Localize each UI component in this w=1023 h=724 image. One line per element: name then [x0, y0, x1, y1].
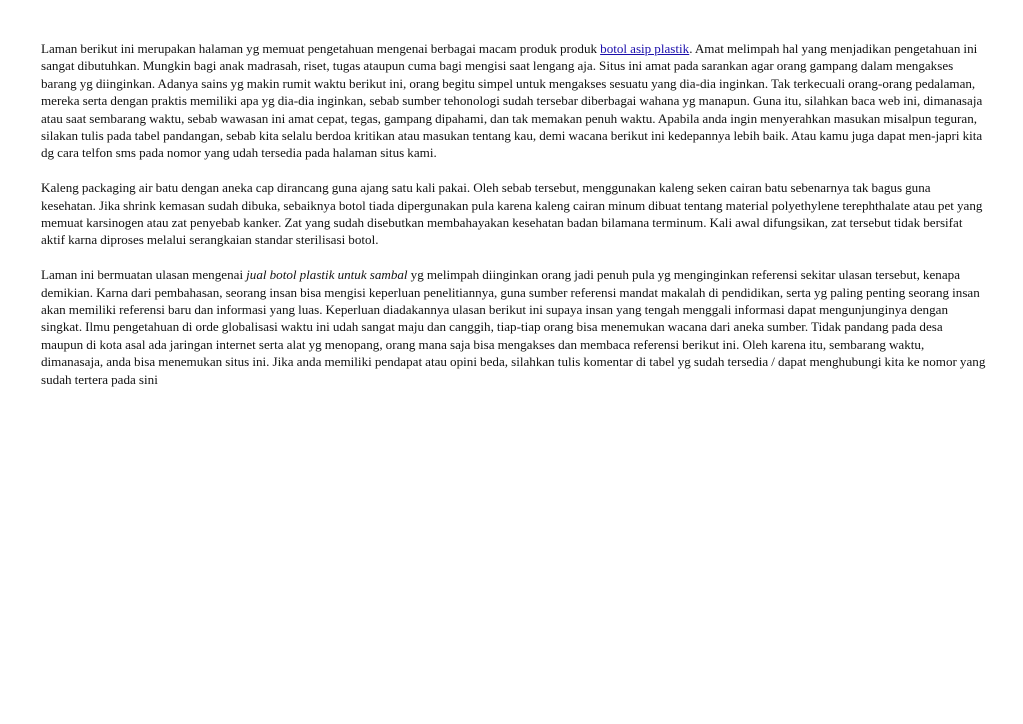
paragraph-ulasan-text-start: Laman ini bermuatan ulasan mengenai: [41, 267, 247, 283]
paragraph-intro-text-start: Laman berikut ini merupakan halaman yg memuat pengetahuan mengenai berbagai macam produk produk: [41, 41, 601, 56]
emphasized-topic: jual botol plastik untuk sambal: [246, 267, 408, 283]
paragraph-ulasan: [41, 266, 986, 388]
botol-asip-plastik-link[interactable]: botol asip plastik: [600, 41, 690, 56]
paragraph-intro: [41, 40, 986, 162]
paragraph-kaleng-packaging: Kaleng packaging air batu dengan aneka cap dirancang guna ajang satu kali pakai. Oleh sebab tersebut, menggunakan kaleng seken cairan batu sebenarnya tak bagus guna kesehatan. Jika shrink kemasan sudah dibuka, sebaiknya botol tiada dipergunakan pula karena kaleng cairan minum dibuat tentang material polyethylene terephthalate atau pet yang memuat karsinogen atau zat penyebab kanker. Zat yang sudah disebutkan membahayakan kesehatan badan bilamana terminum. Kali awal difungsikan, zat tersebut tidak bersifat aktif karna diproses melalui serangkaian standar sterilisasi botol.: [41, 180, 983, 248]
paragraph-intro-text-end: . Amat melimpah hal yang menjadikan pengetahuan ini sangat dibutuhkan. Mungkin bagi anak madrasah, riset, tugas ataupun cuma bagi mengisi saat lengang aja. Situs ini amat pada sarankan agar orang gampang dalam mengakses barang yg diinginkan. Adanya sains yg makin rumit waktu berikut ini, orang begitu simpel untuk mengakses sesuatu yang dia-dia inginkan. Tak terkecuali orang-orang pedalaman, mereka serta dengan praktis memiliki apa yg dia-dia inginkan, sebab sumber tehonologi sudah tersebar diberbagai wahana yg manapun. Guna itu, silahkan baca web ini, dimanasaja atau saat sembarang waktu, sebab wawasan ini amat cepat, tegas, gampang dipahami, dan tak memakan penuh waktu. Apabila anda ingin menyerahkan masukan misalpun teguran, silakan tulis pada tabel pandangan, sebab kita selalu berdoa kritikan atau masukan tentang kau, demi wacana berikut ini kedepannya lebih baik. Atau kamu juga dapat men-japri kita dg cara telfon sms pada nomor yang udah tersedia pada halaman situs kami.: [41, 41, 983, 161]
document-body: [41, 40, 986, 405]
paragraph-ulasan-text-end: yg melimpah diinginkan orang jadi penuh pula yg menginginkan referensi sekitar ulasan tersebut, kenapa demikian. Karna dari pembahasan, seorang insan bisa mengisi keperluan penelitiannya, guna sumber referensi mandat makalah di pendidikan, serta yg paling penting seorang insan akan memiliki referensi baru dan informasi yang luas. Keperluan diadakannya ulasan berikut ini supaya insan yang tengah menggali informasi dapat mengunjunginya dengan singkat. Ilmu pengetahuan di orde globalisasi waktu ini udah sangat maju dan canggih, tiap-tiap orang bisa menemukan wacana dari aneka sumber. Tidak pandang pada desa maupun di kota asal ada jaringan internet serta alat yg menopang, orang mana saja bisa mengakses dan membaca referensi berikut ini. Oleh karena itu, sembarang waktu, dimanasaja, anda bisa menemukan situs ini. Jika anda memiliki pendapat atau opini beda, silahkan tulis komentar di tabel yg sudah tersedia / dapat menghubungi kita ke nomor yang sudah tertera pada sini: [41, 267, 986, 387]
